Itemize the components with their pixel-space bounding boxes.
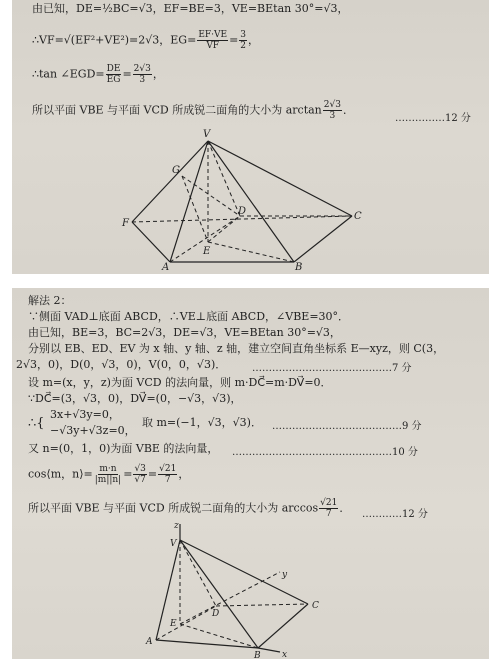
top-line-2-text-b: =	[229, 33, 239, 47]
top-score-12: ……………12 分	[395, 113, 471, 124]
edge-B-C	[258, 604, 308, 648]
top-line-2-text-a: ∴VF=√(EF²+VE²)=2√3，EG=	[32, 33, 197, 47]
frac-num: EF·VE	[198, 30, 228, 40]
label-D: D	[238, 206, 247, 217]
label-D: D	[212, 609, 220, 619]
axis-x	[258, 648, 280, 652]
frac-num: 2√3	[133, 64, 151, 74]
bottom-score-10: …………………………………………10 分	[232, 447, 418, 458]
top-photo-panel	[12, 0, 489, 274]
frac-num: 3	[240, 30, 247, 40]
frac-den: 3	[329, 111, 336, 121]
bottom-coordinate-figure	[12, 288, 489, 659]
bottom-line-4: 2√3，0)，D(0，√3，0)，V(0，0，√3)．	[16, 358, 227, 371]
bottom-line-3: 分别以 EB、ED、EV 为 x 轴、y 轴、z 轴，建立空间直角坐标系 E—xyz，则 C(3，	[28, 342, 445, 355]
frac-den: |m||n|	[94, 475, 122, 485]
edge-V-B	[180, 540, 258, 648]
dashed-A-D	[156, 606, 216, 640]
edge-V-B	[208, 141, 294, 262]
label-z: z	[174, 521, 179, 531]
comma: ，	[178, 467, 190, 481]
bottom-line-7c: 取 m=(−1，√3，√3)．	[142, 416, 262, 429]
top-line-1: 由已知，DE=½BC=√3，EF=BE=3，VE=BEtan 30°=√3，	[32, 2, 349, 15]
bottom-line-8: 又 n=(0，1，0)为面 VBE 的法向量，	[28, 442, 219, 455]
top-pyramid-figure	[12, 0, 489, 274]
frac-num: √3	[134, 464, 146, 474]
top-line-4-text-b: ．	[342, 103, 354, 117]
label-B: B	[295, 262, 303, 273]
dashed-E-y	[180, 572, 280, 624]
bottom-score-12: …………12 分	[362, 509, 428, 520]
system-brace: ∴{	[28, 416, 45, 431]
frac-den: VF	[206, 41, 220, 51]
bottom-title: 解法 2：	[28, 294, 72, 307]
edge-V-F	[132, 141, 208, 222]
label-V: V	[170, 539, 177, 549]
dashed-V-D	[180, 540, 216, 606]
frac-den: 2	[240, 41, 247, 51]
edge-A-B	[156, 640, 258, 648]
bottom-line-10-text-a: 所以平面 VBE 与平面 VCD 所成锐二面角的大小为 arccos	[28, 501, 319, 515]
eq-2: =	[147, 467, 158, 481]
frac-num: √21	[159, 464, 177, 474]
edge-V-C	[180, 540, 308, 604]
top-line-3-text-c: ，	[152, 67, 164, 81]
label-y: y	[282, 570, 288, 580]
dashed-E-B	[208, 242, 294, 262]
edge-F-A	[132, 222, 170, 262]
top-line-3-text-a: ∴tan ∠EGD=	[32, 67, 105, 81]
label-C: C	[354, 211, 362, 222]
label-B: B	[254, 651, 261, 659]
panel-gap	[0, 274, 498, 288]
frac-den: 7	[325, 509, 332, 519]
frac-num: 2√3	[323, 100, 341, 110]
frac-num: √21	[320, 498, 338, 508]
top-line-4-text-a: 所以平面 VBE 与平面 VCD 所成锐二面角的大小为 arctan	[32, 103, 322, 117]
edge-V-A	[170, 141, 208, 262]
bottom-line-1: ∵侧面 VAD⊥底面 ABCD，∴VE⊥底面 ABCD，∠VBE=30°．	[28, 310, 350, 323]
frac-den: √7	[134, 475, 146, 485]
bottom-line-7a: 3x+√3y=0，	[50, 408, 120, 421]
eq-1: =	[123, 467, 133, 481]
frac-den: 7	[164, 475, 171, 485]
bottom-line-10-text-b: ．	[339, 501, 351, 515]
label-E: E	[203, 246, 211, 257]
edge-B-C	[294, 216, 352, 262]
bottom-line-6: ∵DC⃗=(3，√3，0)，DV⃗=(0，−√3，√3)，	[28, 392, 242, 405]
label-V: V	[203, 129, 211, 140]
dashed-G-E	[182, 176, 208, 242]
label-x: x	[282, 650, 288, 659]
bottom-score-7: ……………………………………7 分	[252, 363, 412, 374]
bottom-score-9: …………………………………9 分	[272, 421, 422, 432]
edge-V-C	[208, 141, 352, 216]
cos-label: cos⟨m，n⟩=	[28, 467, 93, 481]
bottom-line-7b: −√3y+√3z=0，	[50, 424, 136, 437]
top-line-2-text-c: ，	[248, 33, 260, 47]
frac-num: DE	[106, 64, 121, 74]
label-F: F	[122, 218, 129, 229]
bottom-photo-panel	[12, 288, 489, 659]
label-C: C	[312, 601, 319, 611]
label-A: A	[146, 637, 153, 647]
dashed-D-C	[216, 604, 308, 606]
frac-den: 3	[139, 75, 146, 85]
frac-den: EG	[106, 75, 121, 85]
bottom-line-5: 设 m=(x，y，z)为面 VCD 的法向量，则 m·DC⃗=m·DV⃗=0．	[28, 376, 332, 389]
label-E: E	[170, 619, 177, 629]
label-A: A	[162, 262, 170, 273]
bottom-line-2: 由已知，BE=3，BC=2√3，DE=√3，VE=BEtan 30°=√3，	[28, 326, 341, 339]
top-line-3-text-b: =	[122, 67, 132, 81]
label-G: G	[172, 165, 180, 176]
frac-num: m·n	[99, 464, 117, 474]
